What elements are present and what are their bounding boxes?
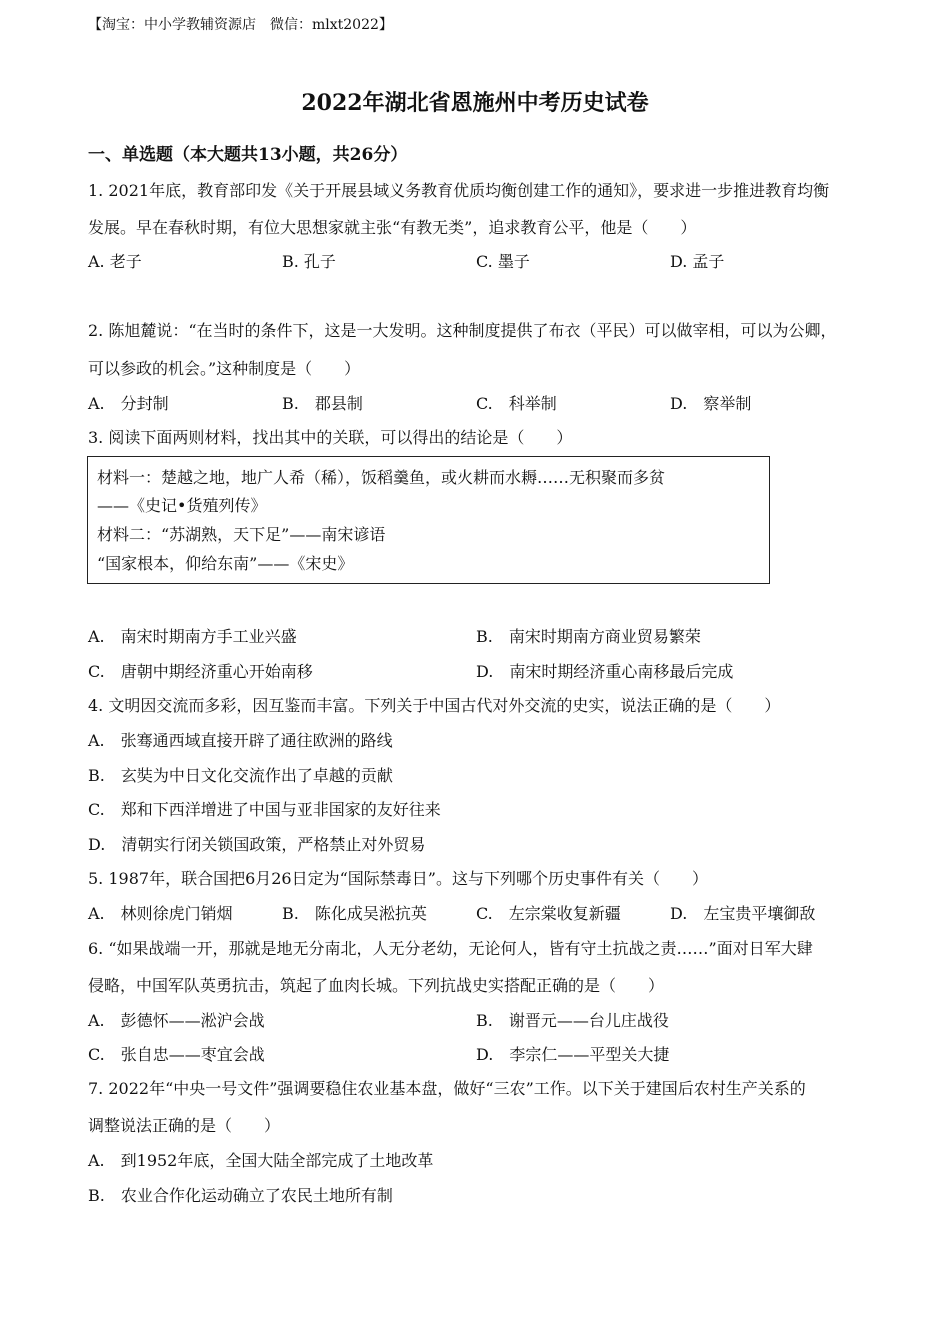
question-1-option-a: A. 老子 — [88, 252, 142, 271]
question-1-option-d: D. 孟子 — [670, 252, 725, 271]
question-3-option-c: C. 唐朝中期经济重心开始南移 — [88, 662, 313, 681]
question-2-option-b: B. 郡县制 — [282, 394, 363, 413]
question-4-option-b: B. 玄奘为中日文化交流作出了卓越的贡献 — [88, 766, 393, 785]
question-7-line-1: 7. 2022年“中央一号文件”强调要稳住农业基本盘，做好“三农”工作。以下关于建国后农村生产关系的 — [88, 1079, 806, 1098]
question-5-option-b: B. 陈化成吴淞抗英 — [282, 904, 427, 923]
material-line-1: 材料一：楚越之地，地广人希（稀），饭稻羹鱼，或火耕而水耨……无积聚而多贫 — [97, 468, 666, 487]
question-7-option-b: B. 农业合作化运动确立了农民土地所有制 — [88, 1186, 393, 1205]
question-5-option-c: C. 左宗棠收复新疆 — [476, 904, 621, 923]
question-6-line-2: 侵略，中国军队英勇抗击，筑起了血肉长城。下列抗战史实搭配正确的是（ ） — [88, 976, 665, 995]
question-5-option-d: D. 左宝贵平壤御敌 — [670, 904, 816, 923]
question-7-line-2: 调整说法正确的是（ ） — [88, 1116, 281, 1135]
question-1-line-1: 1. 2021年底，教育部印发《关于开展县域义务教育优质均衡创建工作的通知》，要求进一步推进教育均衡 — [88, 181, 830, 200]
question-4-line-1: 4. 文明因交流而多彩，因互鉴而丰富。下列关于中国古代对外交流的史实，说法正确的是（ ） — [88, 696, 781, 715]
material-line-2: ——《史记•货殖列传》 — [97, 496, 267, 515]
material-line-4: “国家根本，仰给东南”——《宋史》 — [97, 554, 354, 573]
question-4-option-c: C. 郑和下西洋增进了中国与亚非国家的友好往来 — [88, 800, 441, 819]
question-2-line-1: 2. 陈旭麓说：“在当时的条件下，这是一大发明。这种制度提供了布衣（平民）可以做宰相，可以为公卿， — [88, 321, 837, 340]
question-7-option-a: A. 到1952年底，全国大陆全部完成了土地改革 — [88, 1151, 434, 1170]
question-2-option-a: A. 分封制 — [88, 394, 169, 413]
question-5-line-1: 5. 1987年，联合国把6月26日定为“国际禁毒日”。这与下列哪个历史事件有关（ ） — [88, 869, 708, 888]
question-1-option-c: C. 墨子 — [476, 252, 530, 271]
question-6-option-c: C. 张自忠——枣宜会战 — [88, 1045, 265, 1064]
question-2-option-c: C. 科举制 — [476, 394, 557, 413]
question-2-line-2: 可以参政的机会。”这种制度是（ ） — [88, 359, 361, 378]
question-5-option-a: A. 林则徐虎门销烟 — [88, 904, 233, 923]
question-6-option-b: B. 谢晋元——台儿庄战役 — [476, 1011, 669, 1030]
question-6-line-1: 6. “如果战端一开，那就是地无分南北，人无分老幼，无论何人，皆有守土抗战之责……”面对日军大肆 — [88, 939, 813, 958]
question-6-option-a: A. 彭德怀——淞沪会战 — [88, 1011, 265, 1030]
page-header: 【淘宝：中小学教辅资源店 微信：mlxt2022】 — [88, 17, 393, 33]
question-4-option-d: D. 清朝实行闭关锁国政策，严格禁止对外贸易 — [88, 835, 426, 854]
question-4-option-a: A. 张骞通西域直接开辟了通往欧洲的路线 — [88, 731, 393, 750]
question-2-option-d: D. 察举制 — [670, 394, 752, 413]
question-3-option-b: B. 南宋时期南方商业贸易繁荣 — [476, 627, 701, 646]
section-heading: 一、单选题（本大题共13小题，共26分） — [88, 145, 408, 165]
material-box — [87, 456, 770, 584]
material-line-3: 材料二：“苏湖熟，天下足”——南宋谚语 — [97, 525, 386, 544]
question-1-line-2: 发展。早在春秋时期，有位大思想家就主张“有教无类”，追求教育公平，他是（ ） — [88, 218, 697, 237]
question-3-option-d: D. 南宋时期经济重心南移最后完成 — [476, 662, 734, 681]
question-1-option-b: B. 孔子 — [282, 252, 336, 271]
question-3-option-a: A. 南宋时期南方手工业兴盛 — [88, 627, 297, 646]
exam-title: 2022年湖北省恩施州中考历史试卷 — [301, 90, 649, 116]
question-6-option-d: D. 李宗仁——平型关大捷 — [476, 1045, 670, 1064]
question-3-line-1: 3. 阅读下面两则材料，找出其中的关联，可以得出的结论是（ ） — [88, 428, 573, 447]
